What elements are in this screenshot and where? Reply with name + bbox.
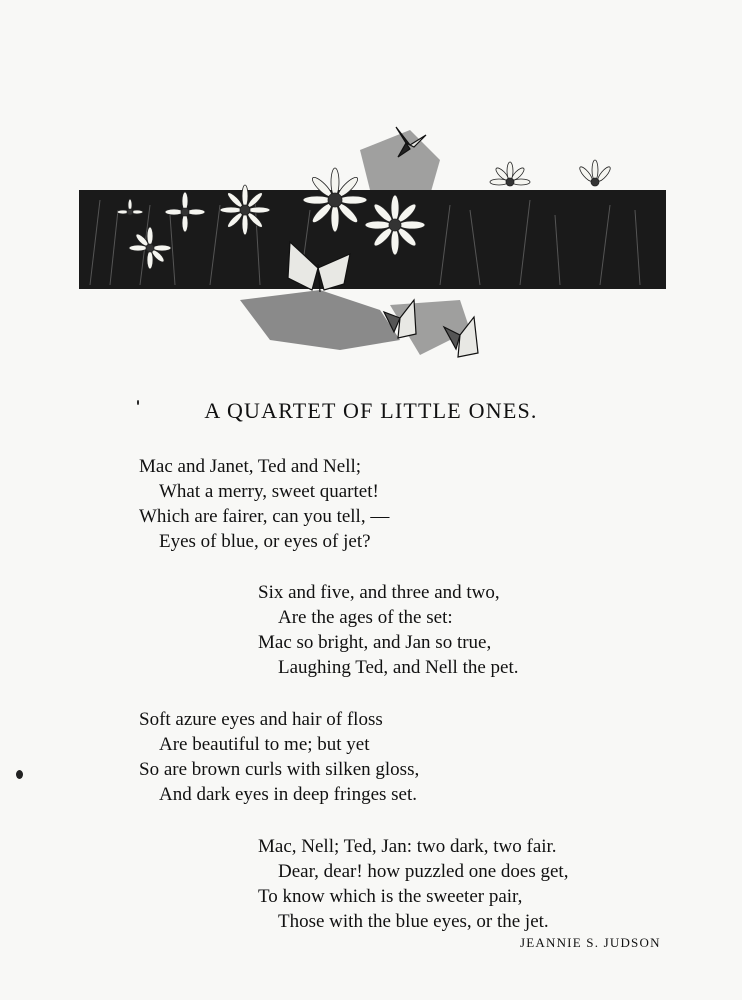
poem-line: Are the ages of the set:: [278, 607, 453, 628]
stanza-1: [139, 454, 389, 554]
poem-line: Soft azure eyes and hair of floss: [139, 709, 383, 730]
ink-speck: [137, 400, 139, 405]
poem-title: A QUARTET OF LITTLE ONES.: [204, 398, 538, 423]
poem-line: Are beautiful to me; but yet: [159, 734, 370, 755]
poem-line: Mac so bright, and Jan so true,: [258, 632, 492, 653]
poem-line: Those with the blue eyes, or the jet.: [278, 911, 549, 932]
poem-line: To know which is the sweeter pair,: [258, 886, 523, 907]
author-signature: JEANNIE S. JUDSON: [520, 935, 661, 950]
poem-line: Which are fairer, can you tell, —: [139, 506, 390, 527]
poem-line: Dear, dear! how puzzled one does get,: [278, 861, 569, 882]
ink-speck: [16, 770, 23, 779]
poem-line: So are brown curls with silken gloss,: [139, 759, 420, 780]
daisies-butterflies-illustration: [0, 0, 742, 380]
poem-line: Eyes of blue, or eyes of jet?: [159, 531, 371, 552]
poem-line: Mac and Janet, Ted and Nell;: [139, 456, 362, 477]
stanza-3: [139, 707, 419, 807]
poem-line: Mac, Nell; Ted, Jan: two dark, two fair.: [258, 836, 557, 857]
poem-line: Laughing Ted, and Nell the pet.: [278, 657, 519, 678]
poem-line: What a merry, sweet quartet!: [159, 481, 379, 502]
poem-line: Six and five, and three and two,: [258, 582, 500, 603]
poem-line: And dark eyes in deep fringes set.: [159, 784, 418, 805]
stanza-2: [258, 580, 519, 680]
stanza-4: [258, 834, 568, 934]
